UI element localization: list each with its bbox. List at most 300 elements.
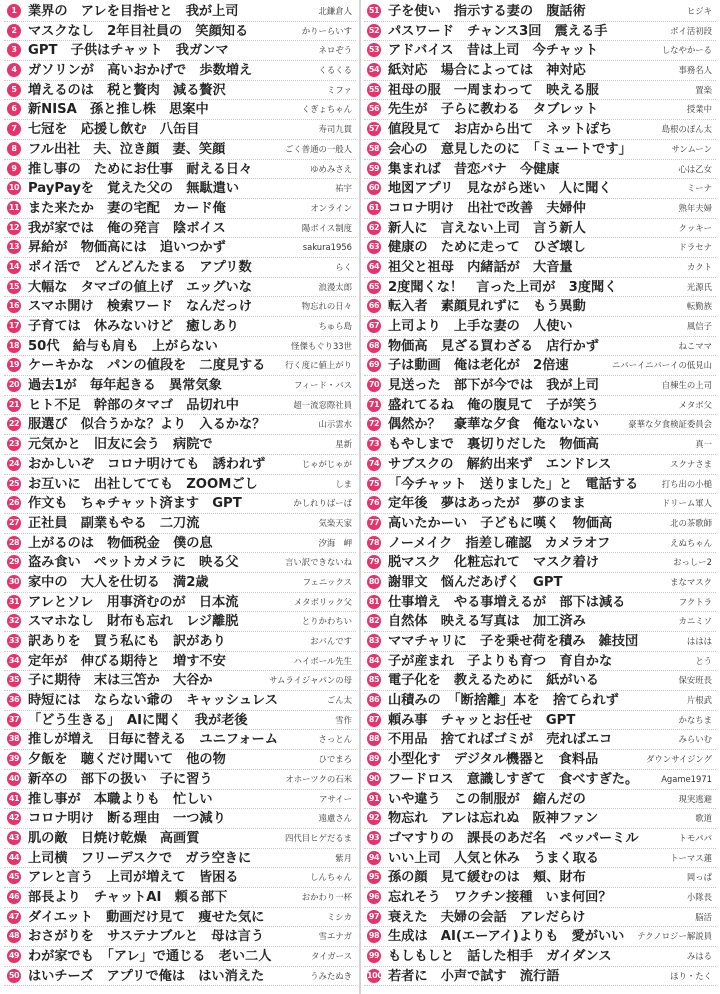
- pen-name: 置楽: [695, 84, 712, 95]
- senryu-verse: 夕飯を 聴くだけ聞いて 他の物: [28, 752, 226, 768]
- left-column: [4, 2, 356, 986]
- senryu-entry: [364, 927, 716, 947]
- pen-name: 小隊長: [686, 891, 712, 902]
- rank-badge: 44: [7, 851, 21, 865]
- rank-badge: 72: [367, 417, 381, 431]
- rank-badge: 59: [367, 162, 381, 176]
- senryu-verse: 七冠を 応援し飲む 八缶目: [28, 122, 200, 138]
- rank-badge: 46: [7, 890, 21, 904]
- senryu-verse: フードロス 意識しすぎて 食べすぎた。: [388, 771, 639, 787]
- senryu-verse: 見送った 部下が今では 我が上司: [388, 378, 599, 394]
- senryu-verse: ママチャリに 子を乗せ荷を積み 雑技団: [388, 634, 639, 649]
- senryu-entry: [364, 475, 716, 495]
- pen-name: 祐宇: [335, 183, 352, 194]
- senryu-entry: [4, 278, 356, 298]
- senryu-verse: ダイエット 動画だけ見て 痩せた気に: [28, 909, 265, 925]
- rank-badge: 78: [367, 536, 381, 550]
- pen-name: ポイ活初段: [670, 25, 712, 36]
- senryu-entry: [364, 750, 716, 770]
- pen-name: 転勤族: [686, 301, 712, 312]
- senryu-verse: わが家でも 「アレ」で通じる 老い二人: [28, 949, 272, 964]
- senryu-entry: [364, 140, 716, 160]
- pen-name: 心は乙女: [678, 163, 712, 174]
- pen-name: 言い訳できないね: [285, 557, 352, 568]
- pen-name: 光源氏: [686, 281, 712, 292]
- senryu-entry: [364, 22, 716, 42]
- rank-badge: 84: [367, 654, 381, 668]
- senryu-entry: [4, 553, 356, 573]
- pen-name: テクノロジー解説員: [637, 931, 712, 942]
- pen-name: オンライン: [310, 202, 352, 213]
- senryu-verse: 電子化を 教えるために 紙がいる: [388, 673, 599, 689]
- senryu-verse: 頼み事 チャッとお任せ GPT: [388, 712, 576, 728]
- rank-badge: 88: [367, 732, 381, 746]
- senryu-verse: 我が家では 俺の発言 陰ボイス: [28, 220, 226, 236]
- senryu-verse: 子が産まれ 子よりも育つ 育自かな: [388, 653, 613, 669]
- senryu-verse: 盛れてるね 俺の腹見て 子が笑う: [388, 397, 599, 413]
- senryu-entry: [4, 317, 356, 337]
- senryu-entry: [4, 435, 356, 455]
- senryu-verse: 訳ありを 買う私にも 訳があり: [28, 634, 226, 649]
- senryu-verse: 物価高 見ざる買わざる 店行かず: [388, 338, 599, 354]
- pen-name: ドラセナ: [678, 242, 712, 253]
- senryu-verse: 先生が 子らに教わる タブレット: [388, 102, 599, 118]
- senryu-entry: [4, 632, 356, 652]
- senryu-verse: ケーキかな パンの値段を 二度見する: [28, 358, 266, 374]
- rank-badge: 98: [367, 929, 381, 943]
- rank-badge: 75: [367, 477, 381, 491]
- pen-name: 風信子: [686, 321, 712, 331]
- senryu-verse: 「今チャット 送りました」と 電話する: [388, 476, 639, 492]
- senryu-entry: [364, 455, 716, 475]
- senryu-entry: [364, 317, 716, 337]
- senryu-verse: また来たか 妻の宅配 カード俺: [28, 200, 226, 216]
- pen-name: 岡っぱ: [686, 872, 712, 883]
- rank-badge: 67: [367, 319, 381, 333]
- rank-badge: 77: [367, 516, 381, 530]
- rank-badge: 28: [7, 536, 21, 550]
- pen-name: とう: [695, 655, 712, 666]
- rank-badge: 80: [367, 575, 381, 589]
- senryu-verse: 時短には ならない爺の キャッシュレス: [28, 693, 278, 709]
- rank-badge: 19: [7, 358, 21, 372]
- senryu-entry: [364, 908, 716, 928]
- senryu-entry: [364, 356, 716, 376]
- pen-name: 陽ボイス制度: [301, 222, 352, 233]
- pen-name: 遠慮さん: [318, 813, 352, 824]
- senryu-entry: [4, 81, 356, 101]
- rank-badge: 97: [367, 910, 381, 924]
- senryu-entry: [4, 868, 356, 888]
- pen-name: 授業中: [686, 104, 712, 115]
- pen-name: 豪華な夕食検証委員会: [628, 419, 712, 430]
- senryu-entry: [4, 730, 356, 750]
- rank-badge: 81: [367, 595, 381, 609]
- senryu-entry: [4, 790, 356, 810]
- senryu-verse: アレとソレ 用事済むのが 日本流: [28, 594, 239, 610]
- senryu-verse: 増えるのは 税と贅肉 減る贅沢: [28, 82, 226, 98]
- senryu-entry: [4, 179, 356, 199]
- senryu-entry: [364, 219, 716, 239]
- pen-name: 脳活: [695, 911, 712, 922]
- pen-name: アサイー: [319, 793, 352, 804]
- senryu-entry: [4, 22, 356, 42]
- senryu-verse: 子育ては 休みないけど 癒しあり: [28, 319, 239, 334]
- senryu-verse: 不用品 捨てればゴミが 売ればエコ: [388, 732, 613, 748]
- senryu-entry: [364, 573, 716, 593]
- senryu-verse: ポイ活で どんどんたまる アプリ数: [28, 259, 252, 275]
- rank-badge: 85: [367, 673, 381, 687]
- rank-badge: 14: [7, 260, 21, 274]
- senryu-verse: 集まれば 昔恋バナ 今健康: [388, 161, 560, 177]
- senryu-verse: 部長より チャットAI 頼る部下: [28, 889, 228, 905]
- senryu-verse: 服選び 似合うかな？より 入るかな？: [28, 417, 266, 433]
- senryu-verse: 子は動画 俺は老化が 2倍速: [388, 358, 569, 374]
- pen-name: Agame1971: [661, 773, 712, 784]
- senryu-verse: 元気かと 旧友に会う 病院で: [28, 437, 213, 453]
- pen-name: 浪漫太郎: [318, 281, 352, 292]
- senryu-entry: [4, 455, 356, 475]
- senryu-entry: [4, 770, 356, 790]
- pen-name: 星新: [335, 439, 352, 450]
- rank-badge: 39: [7, 752, 21, 766]
- senryu-entry: [4, 356, 356, 376]
- senryu-entry: [364, 160, 716, 180]
- pen-name: カニミソ: [678, 616, 712, 627]
- rank-badge: 10: [7, 181, 21, 195]
- pen-name: しんちゃん: [310, 872, 352, 883]
- rank-badge: 76: [367, 496, 381, 510]
- senryu-verse: 地図アプリ 見ながら迷い 人に聞く: [388, 181, 612, 197]
- senryu-verse: 祖父と祖母 内緒話が 大音量: [388, 259, 573, 275]
- senryu-verse: 盗み食い ペットカメラに 映る父: [28, 555, 239, 571]
- senryu-verse: PayPayを 覚えた父の 無駄遣い: [28, 181, 240, 197]
- rank-badge: 57: [367, 122, 381, 136]
- senryu-entry: [364, 337, 716, 357]
- pen-name: とりかわちい: [301, 616, 352, 627]
- pen-name: 自棟生の上司: [661, 380, 712, 391]
- senryu-verse: スマホ開け 検索ワード なんだっけ: [28, 299, 252, 315]
- senryu-entry: [364, 711, 716, 731]
- senryu-verse: アドバイス 昔は上司 今チャット: [388, 43, 599, 59]
- pen-name: 汐海 岬: [318, 537, 352, 548]
- pen-name: ミシカ: [326, 911, 352, 922]
- pen-name: 寿司九貫: [318, 124, 352, 135]
- rank-badge: 53: [367, 43, 381, 57]
- senryu-verse: おかしいぞ コロナ明けても 誘われず: [28, 456, 266, 472]
- pen-name: さっとん: [318, 734, 352, 745]
- senryu-verse: 業界の アレを目指せと 我が上司: [28, 4, 239, 19]
- pen-name: 行く度に値上がり: [285, 360, 352, 371]
- rank-badge: 30: [7, 575, 21, 589]
- rank-badge: 2: [7, 24, 21, 38]
- senryu-verse: お互いに 出社してても ZOOMごし: [28, 476, 258, 492]
- senryu-verse: コロナ明け 断る理由 一つ減り: [28, 811, 226, 827]
- senryu-entry: [4, 100, 356, 120]
- pen-name: おバんです: [310, 636, 352, 646]
- pen-name: うみたぬき: [310, 970, 352, 981]
- rank-badge: 32: [7, 614, 21, 628]
- senryu-entry: [4, 573, 356, 593]
- rank-badge: 45: [7, 870, 21, 884]
- pen-name: オホーツクの石米: [285, 773, 352, 784]
- senryu-entry: [4, 829, 356, 849]
- senryu-verse: 山積みの 「断捨離」本を 捨てられず: [388, 693, 619, 709]
- senryu-verse: 定年後 夢はあったが 夢のまま: [388, 496, 586, 512]
- rank-badge: 89: [367, 752, 381, 766]
- senryu-verse: 「どう生きる」 AIに聞く 我が老後: [28, 712, 248, 728]
- pen-name: タイガース: [310, 951, 352, 961]
- rank-badge: 56: [367, 102, 381, 116]
- senryu-verse: マスクなし 2年目社員の 笑顔知る: [28, 23, 249, 39]
- rank-badge: 73: [367, 437, 381, 451]
- senryu-entry: [4, 711, 356, 731]
- rank-badge: 34: [7, 654, 21, 668]
- senryu-verse: 家中の 大人を仕切る 満2歳: [28, 574, 209, 590]
- senryu-entry: [364, 41, 716, 61]
- rank-badge: 92: [367, 811, 381, 825]
- senryu-verse: 子に期待 末は三笘か 大谷か: [28, 673, 213, 689]
- rank-badge: 69: [367, 358, 381, 372]
- pen-name: sakura1956: [302, 242, 352, 253]
- rank-badge: 95: [367, 870, 381, 884]
- senryu-entry: [364, 258, 716, 278]
- senryu-verse: 推し事の ためにお仕事 耐える日々: [28, 161, 253, 177]
- rank-badge: 62: [367, 221, 381, 235]
- pen-name: 真一: [695, 439, 712, 450]
- rank-badge: 8: [7, 142, 21, 156]
- rank-badge: 40: [7, 772, 21, 786]
- senryu-verse: 謝罪文 悩んだあげく GPT: [388, 574, 563, 590]
- pen-name: 山示雲水: [318, 419, 352, 430]
- senryu-verse: パスワード チャンス3回 震える手: [388, 23, 608, 39]
- rank-badge: 25: [7, 477, 21, 491]
- rank-badge: 52: [367, 24, 381, 38]
- rank-badge: 41: [7, 792, 21, 806]
- senryu-verse: 自然体 映える写真は 加工済み: [388, 614, 586, 630]
- senryu-entry: [364, 2, 716, 22]
- senryu-entry: [364, 376, 716, 396]
- pen-name: ニバーイニバーイの低見山: [611, 360, 712, 371]
- senryu-verse: 高いたかーい 子どもに嘆く 物価高: [388, 515, 613, 531]
- rank-badge: 64: [367, 260, 381, 274]
- senryu-verse: 2度聞くな！ 言った上司が 3度聞く: [388, 279, 618, 295]
- rank-badge: 82: [367, 614, 381, 628]
- rank-badge: 16: [7, 299, 21, 313]
- senryu-verse: ヒト不足 幹部のタマゴ 品切れ中: [28, 397, 239, 413]
- rank-badge: 55: [367, 83, 381, 97]
- rank-badge: 61: [367, 201, 381, 215]
- senryu-verse: 大幅な タマゴの値上げ エッグいな: [28, 279, 252, 295]
- pen-name: しま: [335, 478, 352, 489]
- senryu-entry: [364, 593, 716, 613]
- rank-badge: 79: [367, 555, 381, 569]
- rank-badge: 87: [367, 713, 381, 727]
- rank-badge: 51: [367, 4, 381, 18]
- pen-name: 事務名人: [678, 65, 712, 76]
- pen-name: サンムーン: [671, 143, 712, 154]
- senryu-verse: フル出社 夫、泣き顔 妻、笑顔: [28, 141, 226, 157]
- pen-name: ねこママ: [678, 340, 712, 351]
- pen-name: かしれりばーば: [293, 498, 352, 509]
- pen-name: おかわり一杯: [301, 891, 352, 902]
- rank-badge: 9: [7, 162, 21, 176]
- pen-name: 雪エナガ: [318, 931, 352, 942]
- pen-name: 現実逃避: [678, 793, 712, 804]
- senryu-verse: 上司より 上手な妻の 人使い: [388, 319, 573, 334]
- senryu-verse: もやしまで 裏切りだした 物価高: [388, 437, 599, 453]
- senryu-entry: [364, 179, 716, 199]
- rank-badge: 23: [7, 437, 21, 451]
- pen-name: 雪作: [335, 714, 352, 725]
- pen-name: ドリーム軍人: [661, 498, 712, 509]
- rank-badge: 49: [7, 949, 21, 963]
- senryu-verse: スマホなし 財布も忘れ レジ離脱: [28, 614, 239, 630]
- pen-name: 怪傑もぐり33世: [291, 340, 352, 351]
- senryu-verse: 上司横 フリーデスクで ガラ空きに: [28, 850, 252, 866]
- rank-badge: 65: [367, 280, 381, 294]
- senryu-entry: [4, 927, 356, 947]
- senryu-entry: [364, 612, 716, 632]
- pen-name: ミーナ: [686, 183, 712, 194]
- rank-badge: 31: [7, 595, 21, 609]
- senryu-entry: [4, 967, 356, 987]
- senryu-entry: [364, 514, 716, 534]
- pen-name: 四代目ヒゲだるま: [285, 832, 352, 843]
- senryu-verse: ガソリンが 高いおかげで 歩数増え: [28, 63, 253, 79]
- rank-badge: 60: [367, 181, 381, 195]
- senryu-verse: 忘れそう ワクチン接種 いま何回？: [388, 889, 612, 905]
- senryu-entry: [4, 297, 356, 317]
- senryu-verse: 値段見て お店から出て ネットぽち: [388, 122, 613, 138]
- senryu-entry: [364, 238, 716, 258]
- rank-badge: 12: [7, 221, 21, 235]
- pen-name: ははは: [686, 636, 712, 646]
- pen-name: フクトラ: [678, 596, 712, 607]
- rank-badge: 26: [7, 496, 21, 510]
- rank-badge: 86: [367, 693, 381, 707]
- rank-badge: 58: [367, 142, 381, 156]
- pen-name: スクナさま: [670, 458, 712, 469]
- pen-name: クッキー: [678, 222, 712, 233]
- senryu-entry: [364, 790, 716, 810]
- senryu-verse: 推しが増え 日毎に替える ユニフォーム: [28, 732, 278, 748]
- rank-badge: 33: [7, 634, 21, 648]
- pen-name: かりーらいす: [301, 25, 352, 36]
- senryu-entry: [4, 494, 356, 514]
- column-divider: [359, 0, 361, 994]
- rank-badge: 70: [367, 378, 381, 392]
- rank-badge: 20: [7, 378, 21, 392]
- senryu-verse: アレと言う 上司が増えて 皆困る: [28, 870, 239, 886]
- senryu-entry: [364, 100, 716, 120]
- rank-badge: 29: [7, 555, 21, 569]
- senryu-entry: [364, 652, 716, 672]
- pen-name: メタボリック父: [293, 596, 352, 607]
- rank-badge: 99: [367, 949, 381, 963]
- pen-name: ヒジキ: [686, 6, 712, 16]
- senryu-entry: [364, 199, 716, 219]
- senryu-verse: 若者に 小声で試す 流行語: [388, 968, 560, 984]
- pen-name: ひでまろ: [318, 754, 352, 765]
- rank-badge: 27: [7, 516, 21, 530]
- senryu-entry: [364, 809, 716, 829]
- senryu-verse: GPT 子供はチャット 我ガンマ: [28, 43, 229, 59]
- senryu-entry: [4, 2, 356, 22]
- senryu-entry: [364, 61, 716, 81]
- senryu-entry: [4, 160, 356, 180]
- senryu-verse: 会心の 意見したのに 「ミュートです」: [388, 141, 632, 157]
- pen-name: 紫月: [335, 852, 352, 863]
- senryu-verse: 転入者 素顔見れずに もう異動: [388, 299, 586, 315]
- senryu-verse: 健康の ために走って ひざ壊し: [388, 240, 586, 256]
- rank-badge: 50: [7, 969, 21, 983]
- senryu-verse: いい上司 人気と休み うまく取る: [388, 850, 599, 866]
- pen-name: メタボ父: [678, 399, 712, 410]
- pen-name: じゃがじゃが: [301, 458, 352, 469]
- senryu-entry: [4, 61, 356, 81]
- senryu-verse: 作文も ちゃチャット済ます GPT: [28, 496, 242, 512]
- pen-name: 片根武: [686, 695, 712, 706]
- rank-badge: 68: [367, 339, 381, 353]
- senryu-entry: [4, 337, 356, 357]
- senryu-entry: [4, 652, 356, 672]
- rank-badge: 42: [7, 811, 21, 825]
- pen-name: ハイボール先生: [293, 655, 352, 666]
- senryu-verse: 生成は AI(エーアイ)よりも 愛がいい: [388, 929, 625, 945]
- rank-badge: 7: [7, 122, 21, 136]
- senryu-entry: [4, 947, 356, 967]
- pen-name: ダウンサイジング: [645, 754, 712, 765]
- senryu-verse: サブスクの 解約出来ず エンドレス: [388, 456, 612, 472]
- rank-badge: 90: [367, 772, 381, 786]
- senryu-entry: [364, 868, 716, 888]
- rank-badge: 11: [7, 201, 21, 215]
- pen-name: ちゅら島: [318, 321, 352, 331]
- pen-name: くぎょちゃん: [301, 104, 352, 115]
- senryu-entry: [4, 199, 356, 219]
- pen-name: まなマスク: [670, 576, 712, 587]
- senryu-entry: [364, 435, 716, 455]
- pen-name: カクト: [686, 261, 712, 272]
- rank-badge: 74: [367, 457, 381, 471]
- rank-badge: 38: [7, 732, 21, 746]
- senryu-verse: 過去1が 毎年起きる 異常気象: [28, 378, 222, 394]
- rank-badge: 17: [7, 319, 21, 333]
- senryu-verse: いや違う この制服が 縮んだの: [388, 791, 586, 807]
- senryu-entry: [4, 415, 356, 435]
- rank-badge: 43: [7, 831, 21, 845]
- rank-badge: 94: [367, 851, 381, 865]
- rank-badge: 71: [367, 398, 381, 412]
- senryu-verse: 物忘れ アレは忘れぬ 阪神ファン: [388, 811, 599, 827]
- rank-badge: 83: [367, 634, 381, 648]
- rank-badge: 66: [367, 299, 381, 313]
- rank-badge: 6: [7, 102, 21, 116]
- pen-name: トモパパ: [678, 832, 712, 843]
- pen-name: フィード・バス: [294, 380, 352, 391]
- senryu-entry: [364, 534, 716, 554]
- rank-badge: 91: [367, 792, 381, 806]
- senryu-verse: 祖母の服 一周まわって 映える服: [388, 82, 599, 98]
- pen-name: フェニックス: [302, 576, 352, 587]
- pen-name: ゆめみさえ: [310, 163, 352, 174]
- senryu-entry: [4, 475, 356, 495]
- senryu-entry: [364, 888, 716, 908]
- senryu-verse: おさがりを サステナブルと 母は言う: [28, 929, 265, 945]
- senryu-verse: 新卒の 部下の扱い 子に習う: [28, 771, 213, 787]
- senryu-verse: 新人に 言えない上司 言う新人: [388, 220, 586, 236]
